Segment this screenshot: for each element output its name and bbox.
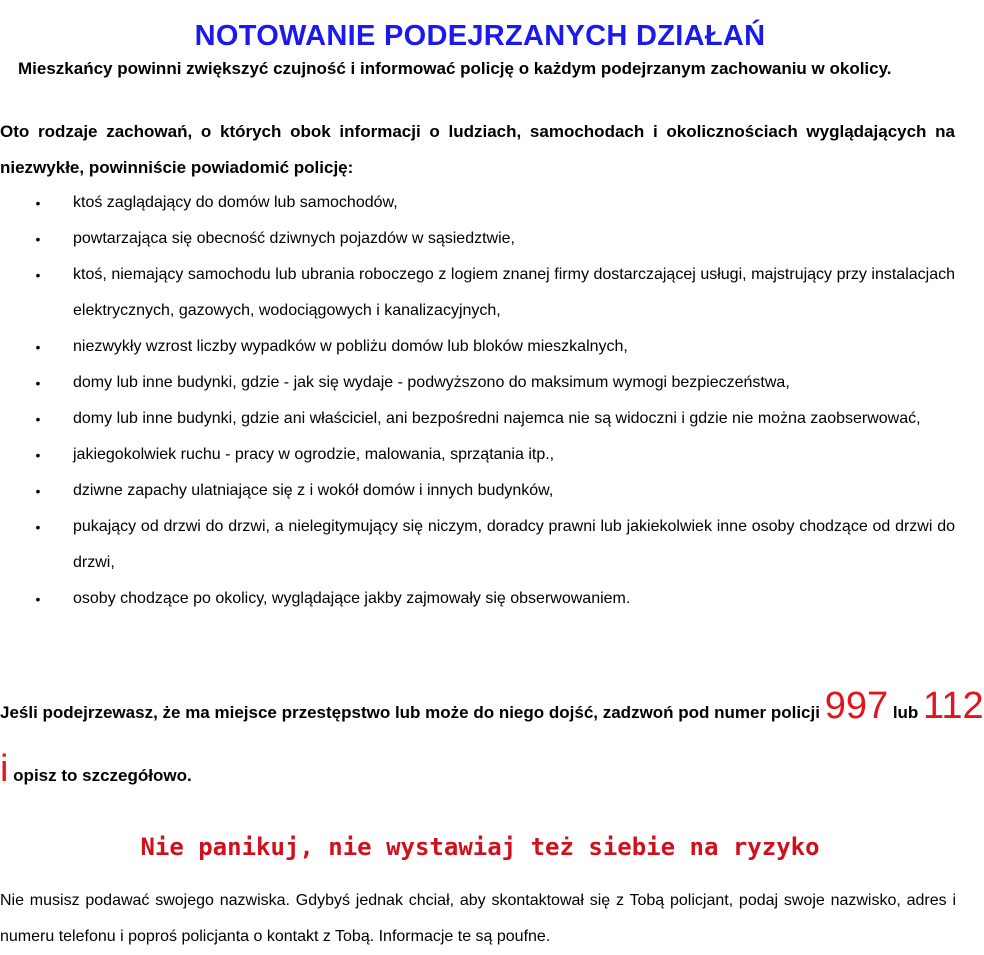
page-title: NOTOWANIE PODEJRZANYCH DZIAŁAŃ [194,20,766,53]
call-police-line: Jeśli podejrzewasz, że ma miejsce przestępstwo lub może do niego dojść, zadzwoń pod numer policji 997 lub 112 [0,685,984,727]
list-item: • ktoś zaglądający do domów lub samochodów, [0,185,955,221]
police-number-112: 112 [923,685,984,727]
bullet-icon: • [35,375,41,391]
bullet-icon: • [35,195,41,211]
bullet-icon: • [35,339,41,355]
list-item: • powtarzająca się obecność dziwnych pojazdów w sąsiedztwie, [0,221,955,257]
bullet-icon: • [35,591,41,607]
list-item: • jakiegokolwiek ruchu - pracy w ogrodzie, malowania, sprzątania itp., [0,437,955,473]
intro-paragraph: Oto rodzaje zachowań, o których obok informacji o ludziach, samochodach i okolicznościach wyglądających na niezwykłe, powinniście powiadomić policję: [0,122,955,177]
list-item: • ktoś, niemający samochodu lub ubrania roboczego z logiem znanej firmy dostarczającej usługi, majstrujący przy instalacjach elektrycznych, gazowych, wodociągowych i kanalizacyjnych, [0,257,955,329]
list-item: • dziwne zapachy ulatniające się z i wokół domów i innych budynków, [0,473,955,509]
behavior-list [0,185,955,617]
police-number-997: 997 [824,685,889,727]
bullet-icon: • [35,483,41,499]
bullet-icon: • [35,411,41,427]
bullet-icon: • [35,231,41,247]
subtitle: Mieszkańcy powinni zwiększyć czujność i informować policję o każdym podejrzanym zachowaniu w okolicy. [18,59,892,78]
list-item: • osoby chodzące po okolicy, wyglądające jakby zajmowały się obserwowaniem. [0,581,955,617]
describe-line: i opisz to szczegółowo. [0,748,192,790]
bullet-icon: • [35,267,41,283]
list-item: • niezwykły wzrost liczby wypadków w pobliżu domów lub bloków mieszkalnych, [0,329,955,365]
bullet-icon: • [35,447,41,463]
bullet-icon: • [35,519,41,535]
list-item: • pukający od drzwi do drzwi, a nielegitymujący się niczym, doradcy prawni lub jakiekolwiek inne osoby chodzące od drzwi do drzwi, [0,509,955,581]
panic-heading: Nie panikuj, nie wystawiaj też siebie na ryzyko [140,833,820,861]
list-item: • domy lub inne budynki, gdzie ani właściciel, ani bezpośredni najemca nie są widoczni i gdzie nie można zaobserwować, [0,401,955,437]
closing-paragraph: Nie musisz podawać swojego nazwiska. Gdybyś jednak chciał, aby skontaktował się z Tobą policjant, podaj swoje nazwisko, adres i numeru telefonu i poproś policjanta o kontakt z Tobą. Informacje te są poufne. [0,892,956,945]
list-item: • domy lub inne budynki, gdzie - jak się wydaje - podwyższono do maksimum wymogi bezpieczeństwa, [0,365,955,401]
